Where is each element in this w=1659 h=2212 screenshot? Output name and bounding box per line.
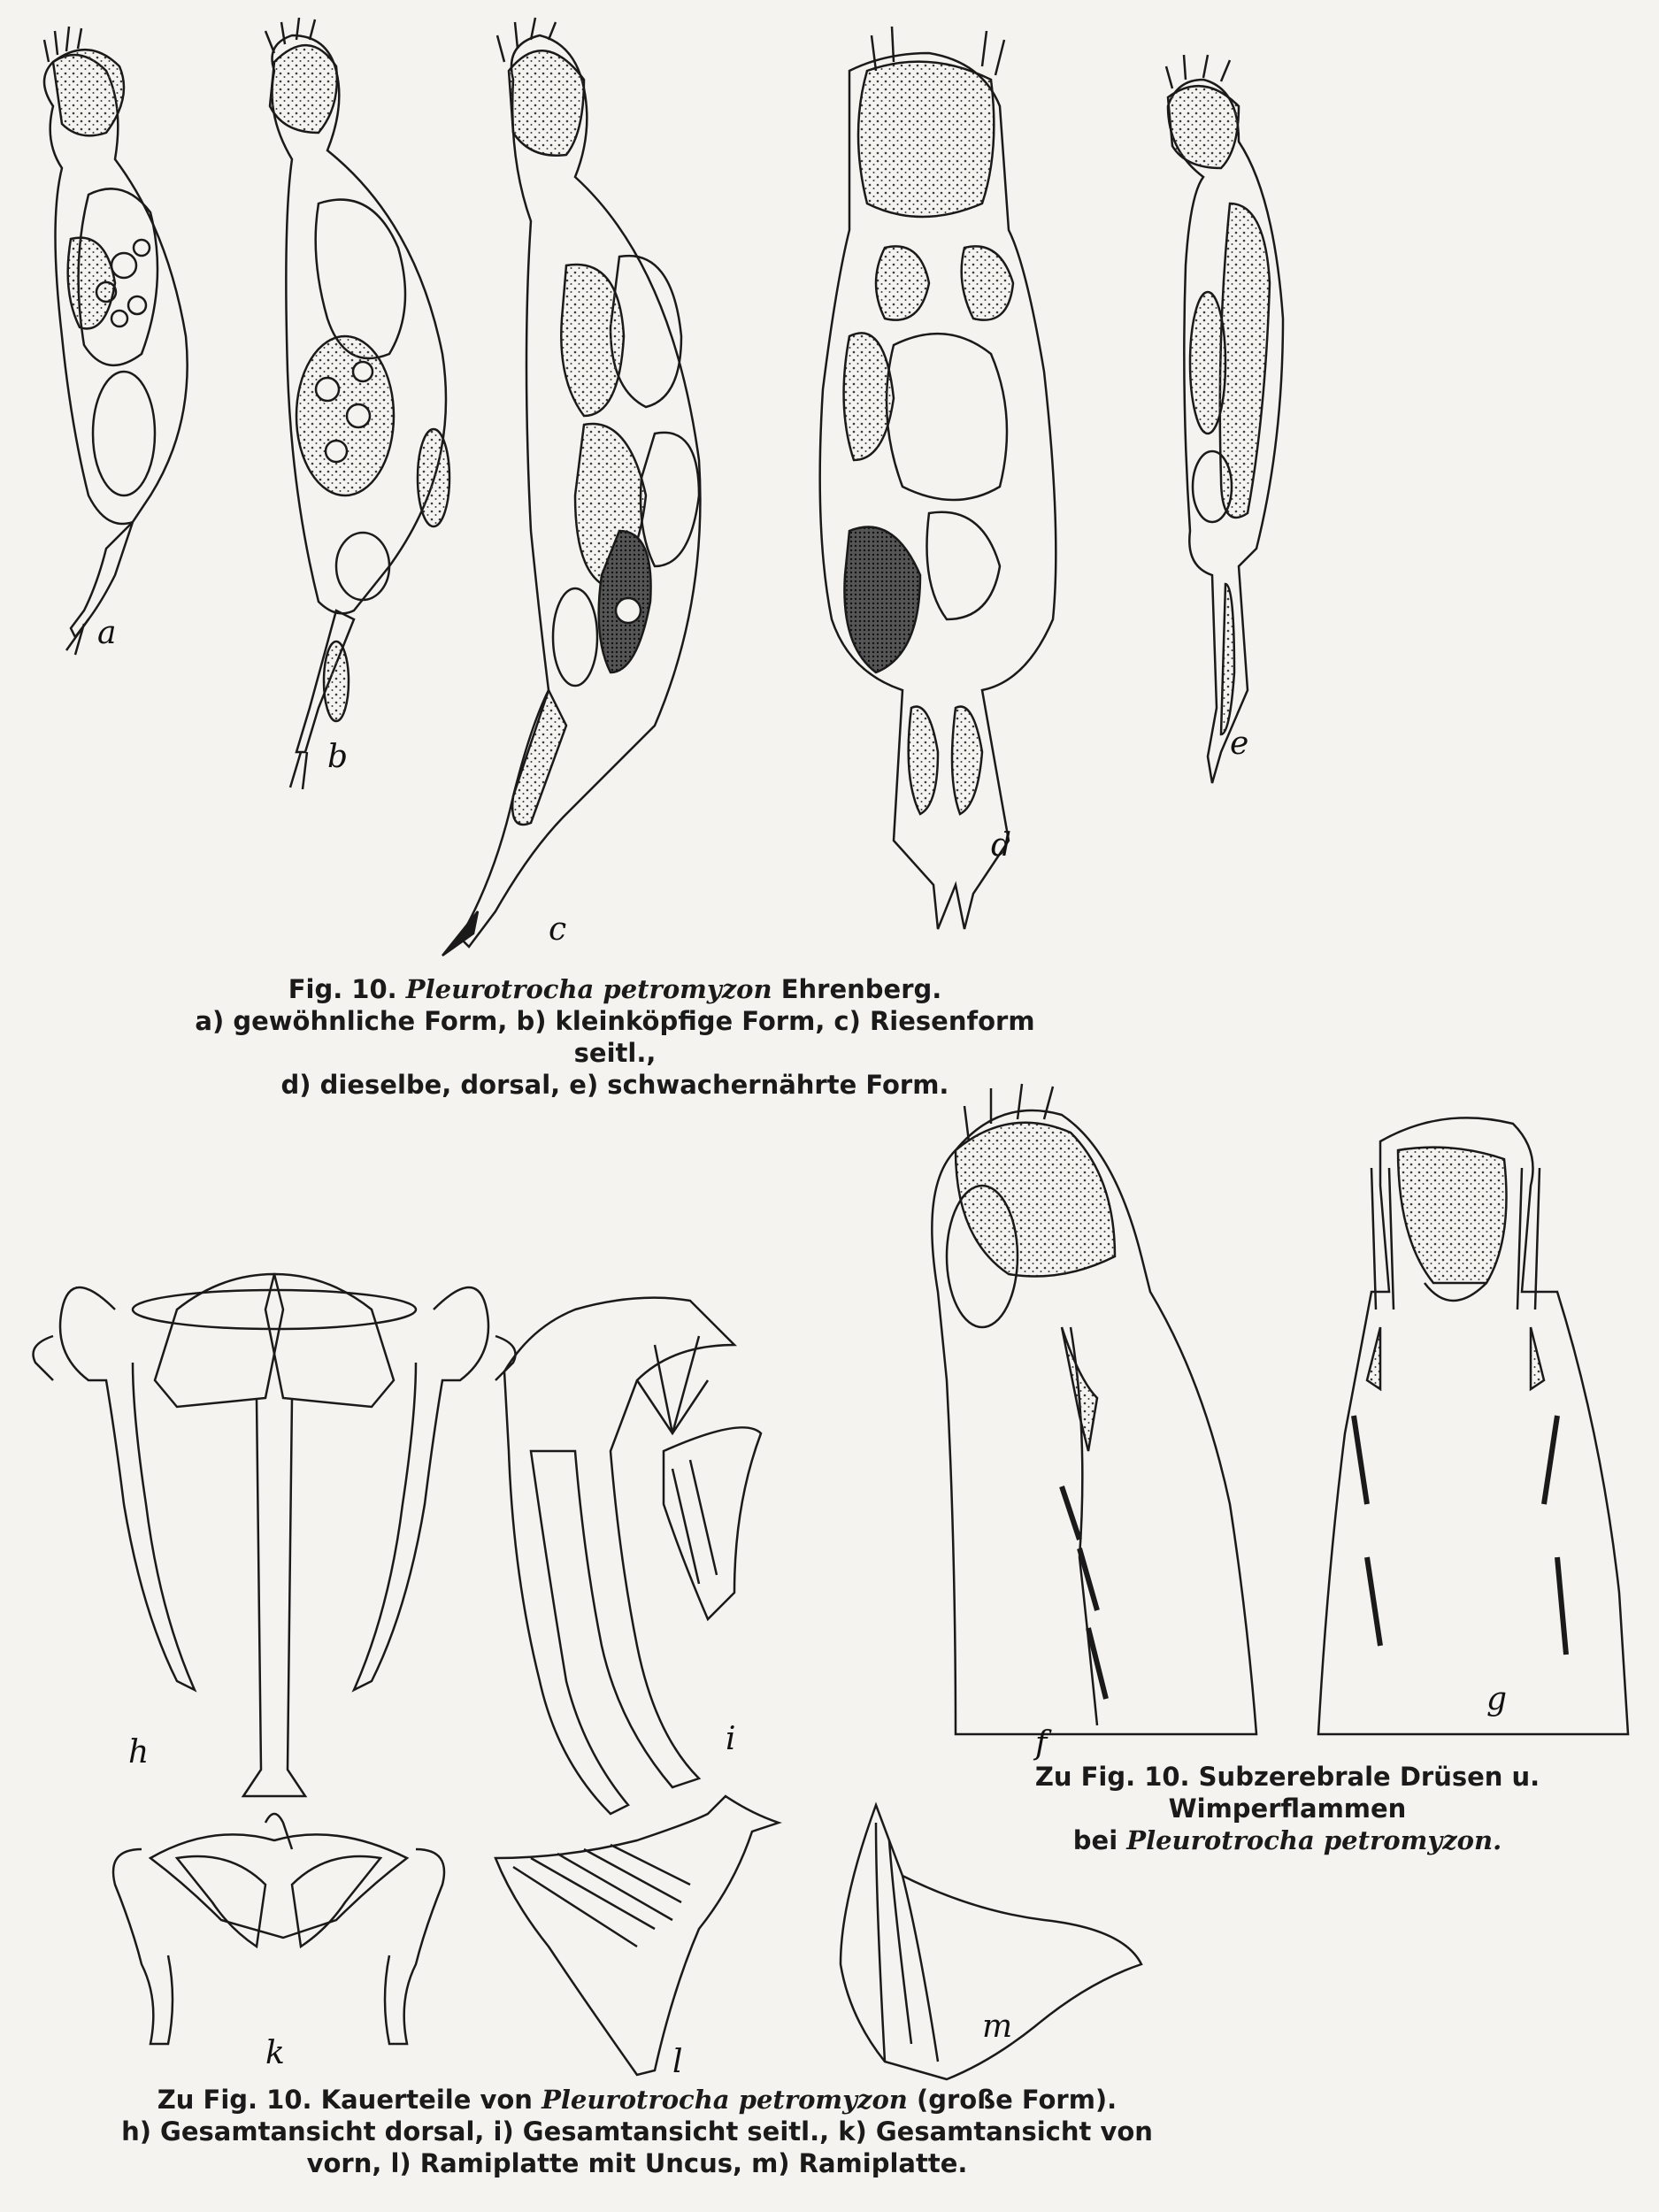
figure-b-small-headed-form (265, 18, 449, 789)
figure-e-poorly-nourished-form (1166, 55, 1283, 783)
caption-fig10-line3: d) dieselbe, dorsal, e) schwachernährte Form. (280, 1070, 949, 1100)
label-g: g (1486, 1681, 1508, 1717)
label-d: d (991, 827, 1012, 864)
figure-k-mastax-front (113, 1814, 444, 2044)
caption-mastax-species: Pleurotrocha petromyzon (541, 2085, 908, 2115)
label-f: f (1035, 1725, 1048, 1762)
caption-fig10-line1 (173, 973, 1057, 1005)
label-c: c (549, 911, 567, 948)
label-a: a (97, 615, 117, 651)
caption-mastax-line1 (106, 2084, 1168, 2116)
figure-l-rami-plate-with-uncus (495, 1796, 779, 2075)
label-b: b (327, 739, 349, 775)
figure-f-subcerebral-glands (932, 1084, 1256, 1734)
caption-fig10 (173, 973, 1057, 1101)
caption-mastax-suffix: (große Form). (916, 2085, 1118, 2115)
caption-fig10-line2: a) gewöhnliche Form, b) kleinköpfige Form, c) Riesenform seitl., (195, 1006, 1035, 1068)
caption-glands (920, 1761, 1655, 1856)
figure-a-ordinary-form (44, 27, 188, 655)
caption-mastax-line2: h) Gesamtansicht dorsal, i) Gesamtansicht seitl., k) Gesamtansicht von (121, 2116, 1153, 2147)
label-h: h (128, 1734, 150, 1770)
figure-d-giant-form-dorsal (820, 27, 1056, 929)
figure-g-subcerebral-glands-dorsal (1318, 1118, 1628, 1734)
caption-mastax-prefix: Zu Fig. 10. Kauerteile von (157, 2085, 533, 2115)
caption-fig10-author: Ehrenberg. (780, 974, 942, 1004)
caption-glands-line1: Zu Fig. 10. Subzerebrale Drüsen u. Wimperflammen (1034, 1762, 1540, 1824)
figure-i-mastax-lateral (504, 1298, 761, 1814)
caption-fig10-species: Pleurotrocha petromyzon (405, 974, 772, 1004)
label-l: l (672, 2044, 683, 2080)
caption-glands-line2 (920, 1824, 1655, 1856)
label-e: e (1230, 726, 1249, 762)
label-m: m (982, 2008, 1013, 2045)
caption-glands-prefix: bei (1072, 1825, 1118, 1855)
figure-c-giant-form-lateral (442, 18, 700, 956)
caption-mastax-line3: vorn, l) Ramiplatte mit Uncus, m) Ramiplatte. (306, 2148, 968, 2178)
caption-glands-species: Pleurotrocha petromyzon. (1126, 1825, 1502, 1855)
caption-fig10-prefix: Fig. 10. (288, 974, 397, 1004)
label-i: i (726, 1721, 736, 1757)
label-k: k (265, 2035, 285, 2071)
figure-h-mastax-dorsal (34, 1274, 516, 1796)
caption-mastax (106, 2084, 1168, 2179)
